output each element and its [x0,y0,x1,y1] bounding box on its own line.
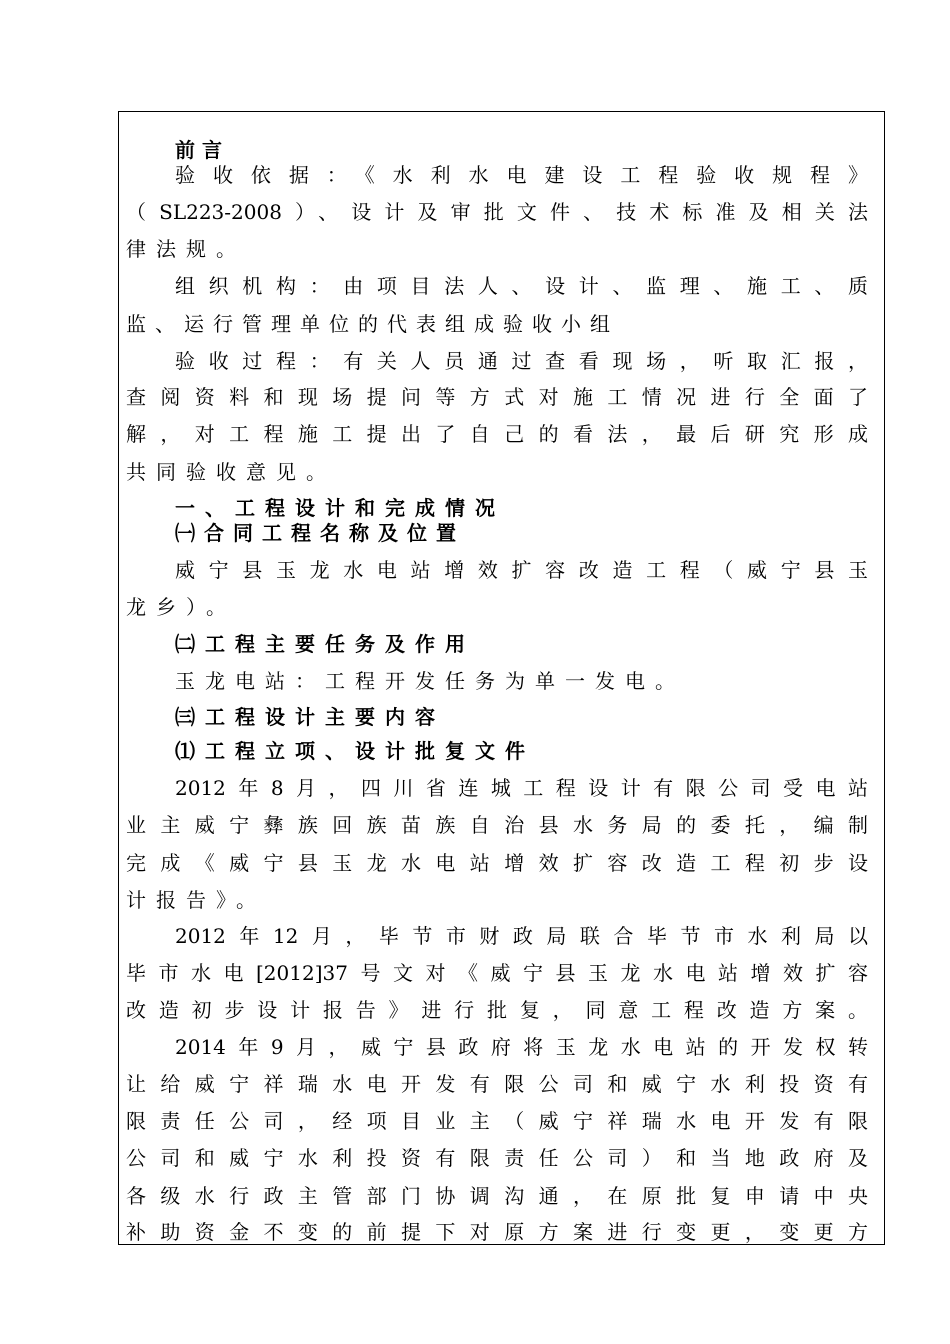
subsection-heading: ㈢工程设计主要内容 [175,705,445,729]
body-line: 查阅资料和现场提问等方式对施工情况进行全面了 [126,385,868,409]
body-line: 律法规。 [126,237,246,261]
body-line: 组织机构：由项目法人、设计、监理、施工、质 [175,274,868,298]
body-line: 各级水行政主管部门协调沟通，在原批复申请中央 [126,1184,868,1208]
body-line: （SL223-2008）、设计及审批文件、技术标准及相关法 [126,200,868,224]
body-line: 玉龙电站：工程开发任务为单一发电。 [175,669,685,693]
body-line: 2014年9月，威宁县政府将玉龙水电站的开发权转 [175,1035,868,1059]
body-line: 业主威宁彝族回族苗族自治县水务局的委托，编制 [126,813,868,837]
preface-heading: 前 言 [175,138,222,162]
body-line: 2012年8月，四川省连城工程设计有限公司受电站 [175,776,868,800]
body-line: 毕市水电[2012]37号文对《威宁县玉龙水电站增效扩容 [126,961,868,985]
body-line: 验收依据：《水利水电建设工程验收规程》 [175,163,868,187]
body-line: 威宁县玉龙水电站增效扩容改造工程（威宁县玉 [175,558,868,582]
body-line: 龙乡）。 [126,595,236,619]
body-line: 让给威宁祥瑞水电开发有限公司和威宁水利投资有 [126,1072,868,1096]
subsection-heading: ㈠合同工程名称及位置 [175,521,465,545]
subsection-heading: ㈡工程主要任务及作用 [175,632,475,656]
body-line: 验收过程：有关人员通过查看现场，听取汇报， [175,349,868,373]
body-line: 公司和威宁水利投资有限责任公司）和当地政府及 [126,1146,868,1170]
item-heading: ⑴工程立项、设计批复文件 [175,739,535,763]
body-line: 共同验收意见。 [126,460,336,484]
body-line: 完成《威宁县玉龙水电站增效扩容改造工程初步设 [126,851,868,875]
body-line: 监、运行管理单位的代表组成验收小组 [126,312,619,336]
body-line: 补助资金不变的前提下对原方案进行变更，变更方 [126,1220,868,1244]
body-line: 计报告》。 [126,888,266,912]
section-heading: 一、工程设计和完成情况 [175,496,505,520]
body-line: 2012年12月，毕节市财政局联合毕节市水利局以 [175,924,868,948]
body-line: 限责任公司，经项目业主（威宁祥瑞水电开发有限 [126,1109,868,1133]
body-line: 改造初步设计报告》进行批复，同意工程改造方案。 [126,998,868,1022]
body-line: 解，对工程施工提出了自己的看法，最后研究形成 [126,422,868,446]
